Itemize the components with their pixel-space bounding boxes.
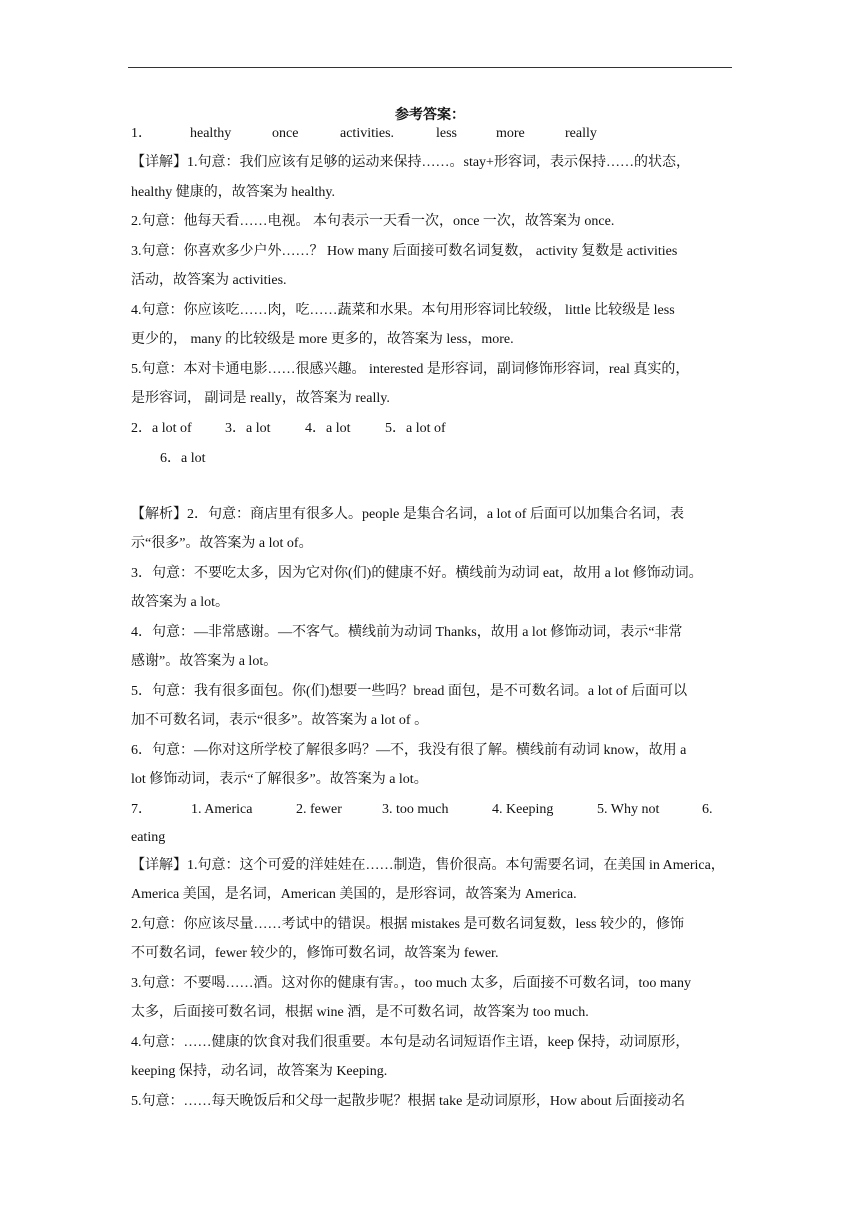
q1-label: 1． <box>131 126 152 141</box>
detail1-line: 活动，故答案为 activities. <box>131 273 287 288</box>
q7-answer-4: 4. Keeping <box>492 802 554 817</box>
q1-answer-3: activities. <box>340 126 395 141</box>
analysis-line: 5．句意：我有很多面包。你(们)想要一些吗？bread 面包，是不可数名词。a lot of 后面可以 <box>131 684 688 699</box>
detail7-line: America 美国，是名词，American 美国的，是形容词，故答案为 America. <box>131 887 577 902</box>
analysis-line: lot 修饰动词，表示“了解很多”。故答案为 a lot。 <box>131 772 428 787</box>
analysis-line: 示“很多”。故答案为 a lot of。 <box>131 536 313 551</box>
analysis-line: 【解析】2．句意：商店里有很多人。people 是集合名词，a lot of 后面可以加集合名词，表 <box>131 507 684 522</box>
detail1-line: healthy 健康的，故答案为 healthy. <box>131 185 336 200</box>
q3-answer: 3．a lot <box>225 421 271 436</box>
q2-6-answer-row <box>131 420 446 438</box>
detail7-line: 不可数名词，fewer 较少的，修饰可数名词，故答案为 fewer. <box>131 946 499 961</box>
q7-answer-row <box>131 801 713 819</box>
detail7-line: 3.句意：不要喝……酒。这对你的健康有害。，too much 太多，后面接不可数名词，too many <box>131 976 691 991</box>
q7-label: 7． <box>131 802 152 817</box>
q7-answer-6: 6. <box>702 802 713 817</box>
page-title: 参考答案： <box>395 108 465 123</box>
detail1-line: 3.句意：你喜欢多少户外……？ How many 后面接可数名词复数， activity 复数是 activities <box>131 244 678 259</box>
analysis-line: 加不可数名词，表示“很多”。故答案为 a lot of 。 <box>131 713 429 728</box>
analysis-line: 故答案为 a lot。 <box>131 595 229 610</box>
q1-answer-4: less <box>436 126 457 141</box>
q7-answer-2: 2. fewer <box>296 802 342 817</box>
q1-answer-row <box>131 125 597 143</box>
detail7-line: 【详解】1.句意：这个可爱的洋娃娃在……制造，售价很高。本句需要名词，在美国 in America， <box>131 858 725 873</box>
q6-answer: 6．a lot <box>160 451 206 466</box>
detail7-line: 太多，后面接可数名词，根据 wine 酒，是不可数名词，故答案为 too much. <box>131 1005 589 1020</box>
detail1-line: 2.句意：他每天看……电视。 本句表示一天看一次，once 一次，故答案为 once. <box>131 214 615 229</box>
analysis-line: 3．句意：不要吃太多，因为它对你(们)的健康不好。横线前为动词 eat，故用 a lot 修饰动词。 <box>131 566 703 581</box>
detail7-line: 5.句意：……每天晚饭后和父母一起散步呢？根据 take 是动词原形，How about 后面接动名 <box>131 1094 686 1109</box>
detail1-line: 【详解】1.句意：我们应该有足够的运动来保持……。stay+形容词，表示保持……的状态， <box>131 155 690 170</box>
analysis-line: 4．句意：—非常感谢。—不客气。横线前为动词 Thanks，故用 a lot 修饰动词，表示“非常 <box>131 625 683 640</box>
q7-answer-3: 3. too much <box>382 802 449 817</box>
q1-answer-2: once <box>272 126 299 141</box>
detail1-line: 更少的， many 的比较级是 more 更多的，故答案为 less，more. <box>131 332 514 347</box>
q1-answer-1: healthy <box>190 126 232 141</box>
q2-answer: 2．a lot of <box>131 421 192 436</box>
q7-answer-5: 5. Why not <box>597 802 660 817</box>
header-rule <box>128 67 732 68</box>
analysis-line: 6．句意：—你对这所学校了解很多吗？—不，我没有很了解。横线前有动词 know，故用 a <box>131 743 687 758</box>
detail1-line: 4.句意：你应该吃……肉，吃……蔬菜和水果。本句用形容词比较级， little 比较级是 less <box>131 303 675 318</box>
q1-answer-5: more <box>496 126 525 141</box>
q7-answer-1: 1. America <box>191 802 253 817</box>
q5-answer: 5．a lot of <box>385 421 446 436</box>
analysis-line: 感谢”。故答案为 a lot。 <box>131 654 278 669</box>
detail7-line: 4.句意：……健康的饮食对我们很重要。本句是动名词短语作主语，keep 保持，动词原形， <box>131 1035 690 1050</box>
detail7-line: 2.句意：你应该尽量……考试中的错误。根据 mistakes 是可数名词复数，less 较少的，修饰 <box>131 917 684 932</box>
detail1-line: 5.句意：本对卡通电影……很感兴趣。 interested 是形容词，副词修饰形容词，real 真实的， <box>131 362 690 377</box>
q4-answer: 4．a lot <box>305 421 351 436</box>
q7-answer-wrap: eating <box>131 830 166 845</box>
detail7-line: keeping 保持，动名词，故答案为 Keeping. <box>131 1064 388 1079</box>
detail1-line: 是形容词， 副词是 really，故答案为 really. <box>131 391 390 406</box>
q1-answer-6: really <box>565 126 597 141</box>
